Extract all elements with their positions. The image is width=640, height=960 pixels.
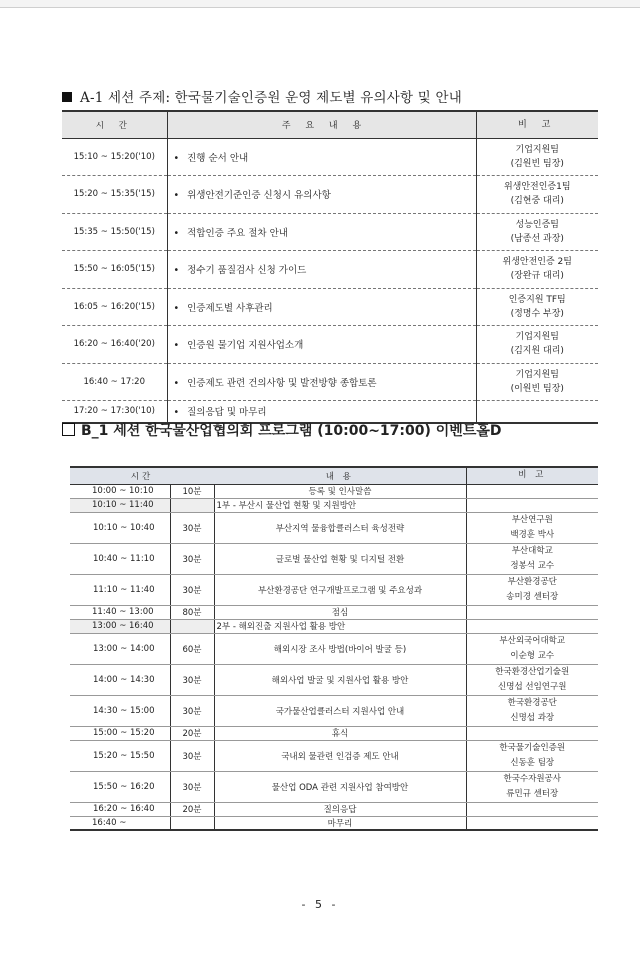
row-duration <box>170 619 214 633</box>
table-row <box>70 771 598 802</box>
row-duration: 30분 <box>170 574 214 605</box>
table-row <box>70 802 598 816</box>
note-person: (장완규 대리) <box>510 271 564 282</box>
row-note <box>476 213 598 251</box>
row-content-cell <box>167 326 476 364</box>
row-note <box>476 288 598 326</box>
bullet-icon: • <box>173 227 180 239</box>
note-person: (김지원 대리) <box>510 346 564 357</box>
row-duration: 10분 <box>170 484 214 498</box>
row-note <box>466 574 598 605</box>
row-time: 15:10 ~ 15:20('10) <box>62 138 167 176</box>
note-team: 기업지원팀 <box>515 369 559 380</box>
note-org: 부산환경공단 <box>507 576 557 587</box>
header-content: 내 용 <box>214 467 466 484</box>
note-team: 기업지원팀 <box>515 332 559 343</box>
section-a-header-row <box>62 111 598 138</box>
row-duration: 60분 <box>170 633 214 664</box>
section-a-heading <box>62 86 462 106</box>
row-note <box>476 326 598 364</box>
note-person: (김원빈 팀장) <box>510 158 564 169</box>
bullet-icon: • <box>173 377 180 389</box>
row-note <box>466 543 598 574</box>
table-row <box>62 176 598 214</box>
row-note <box>466 771 598 802</box>
row-time: 15:50 ~ 16:05('15) <box>62 251 167 289</box>
table-row <box>70 543 598 574</box>
note-org: 한국물기술인증원 <box>499 742 566 753</box>
row-duration: 80분 <box>170 605 214 619</box>
row-note <box>466 498 598 512</box>
row-time: 10:00 ~ 10:10 <box>70 484 170 498</box>
row-note <box>466 664 598 695</box>
row-time: 16:40 ~ <box>70 816 170 830</box>
bullet-icon: • <box>173 407 180 419</box>
row-time: 14:30 ~ 15:00 <box>70 695 170 726</box>
row-content: 국가물산업클러스터 지원사업 안내 <box>214 695 466 726</box>
row-content: 해외시장 조사 방법(바이어 발굴 등) <box>214 633 466 664</box>
header-time: 시간 <box>70 467 214 484</box>
row-duration <box>170 498 214 512</box>
table-row <box>62 326 598 364</box>
table-row <box>70 726 598 740</box>
row-content-cell <box>167 138 476 176</box>
header-content: 주 요 내 용 <box>167 111 476 138</box>
table-row <box>70 664 598 695</box>
row-content-cell <box>167 251 476 289</box>
row-duration: 30분 <box>170 740 214 771</box>
row-content: 적합인증 주요 절차 안내 <box>187 227 288 239</box>
header-note: 비 고 <box>466 467 598 484</box>
row-note <box>476 363 598 401</box>
note-person: 신명섭 선임연구원 <box>498 681 567 692</box>
row-content: 부산환경공단 연구개발프로그램 및 주요성과 <box>214 574 466 605</box>
section-a-title: A-1 세션 주제: 한국물기술인증원 운영 제도별 유의사항 및 안내 <box>80 90 462 106</box>
row-time: 16:40 ~ 17:20 <box>62 363 167 401</box>
header-note: 비 고 <box>476 111 598 138</box>
row-note <box>466 740 598 771</box>
row-content: 질의응답 <box>214 802 466 816</box>
table-row <box>70 574 598 605</box>
row-note <box>466 605 598 619</box>
row-content: 1부 - 부산시 물산업 현황 및 지원방안 <box>214 498 466 512</box>
table-row <box>70 619 598 633</box>
checkbox-outline-icon <box>62 423 75 436</box>
row-time: 10:10 ~ 11:40 <box>70 498 170 512</box>
table-row <box>62 363 598 401</box>
row-duration: 30분 <box>170 543 214 574</box>
row-content-cell <box>167 213 476 251</box>
note-team: 기업지원팀 <box>515 144 559 155</box>
section-b-title: B_1 세션 한국물산업협의회 프로그램 (10:00~17:00) 이벤트홀D <box>81 423 502 439</box>
row-content: 질의응답 및 마무리 <box>187 407 267 419</box>
note-person: 류민규 센터장 <box>506 788 559 799</box>
black-square-icon <box>62 92 72 102</box>
row-note <box>466 816 598 830</box>
row-content: 마무리 <box>214 816 466 830</box>
row-note <box>466 633 598 664</box>
row-content: 휴식 <box>214 726 466 740</box>
row-content: 인증제도 관련 건의사항 및 발전방향 종합토론 <box>187 377 377 389</box>
top-edge-bar <box>0 0 640 8</box>
table-row <box>62 138 598 176</box>
note-person: 송미경 센터장 <box>506 591 559 602</box>
note-org: 부산연구원 <box>511 514 553 525</box>
row-note <box>466 695 598 726</box>
row-note <box>476 138 598 176</box>
row-time: 16:20 ~ 16:40('20) <box>62 326 167 364</box>
note-person: (정명수 부장) <box>510 308 564 319</box>
row-time: 17:20 ~ 17:30('10) <box>62 401 167 423</box>
row-duration: 30분 <box>170 771 214 802</box>
row-content: 점심 <box>214 605 466 619</box>
note-team: 위생안전인증1팀 <box>503 182 571 193</box>
table-row <box>70 484 598 498</box>
section-b-table <box>70 466 598 831</box>
bullet-icon: • <box>173 340 180 352</box>
section-a-table <box>62 110 598 424</box>
row-time: 16:20 ~ 16:40 <box>70 802 170 816</box>
header-time: 시 간 <box>62 111 167 138</box>
note-team: 위생안전인증 2팀 <box>502 257 572 268</box>
row-duration <box>170 816 214 830</box>
page-number: - 5 - <box>301 898 339 911</box>
row-content-cell <box>167 288 476 326</box>
row-note <box>466 512 598 543</box>
row-time: 13:00 ~ 14:00 <box>70 633 170 664</box>
row-content: 해외사업 발굴 및 지원사업 활용 방안 <box>214 664 466 695</box>
table-row <box>70 498 598 512</box>
note-person: 백경훈 박사 <box>510 529 555 540</box>
row-time: 15:35 ~ 15:50('15) <box>62 213 167 251</box>
row-time: 15:20 ~ 15:35('15) <box>62 176 167 214</box>
row-content: 위생안전기준인증 신청시 유의사항 <box>187 190 331 202</box>
row-time: 13:00 ~ 16:40 <box>70 619 170 633</box>
row-note <box>466 619 598 633</box>
table-row <box>70 633 598 664</box>
row-time: 14:00 ~ 14:30 <box>70 664 170 695</box>
row-time: 15:00 ~ 15:20 <box>70 726 170 740</box>
row-duration: 20분 <box>170 726 214 740</box>
row-time: 10:10 ~ 10:40 <box>70 512 170 543</box>
row-content-cell <box>167 363 476 401</box>
note-org: 부산외국어대학교 <box>499 635 566 646</box>
row-note <box>466 802 598 816</box>
row-time: 15:20 ~ 15:50 <box>70 740 170 771</box>
row-note <box>476 251 598 289</box>
bullet-icon: • <box>173 190 180 202</box>
row-time: 16:05 ~ 16:20('15) <box>62 288 167 326</box>
row-content: 부산지역 물융합클러스터 육성전략 <box>214 512 466 543</box>
table-row <box>70 512 598 543</box>
note-person: 이순형 교수 <box>510 650 555 661</box>
note-person: 신동훈 팀장 <box>510 757 555 768</box>
row-content: 2부 - 해외진출 지원사업 활용 방안 <box>214 619 466 633</box>
note-person: 신명섭 과장 <box>510 712 555 723</box>
bullet-icon: • <box>173 265 180 277</box>
row-duration: 20분 <box>170 802 214 816</box>
table-row <box>62 213 598 251</box>
note-person: 정봉석 교수 <box>510 560 555 571</box>
row-content-cell <box>167 176 476 214</box>
note-person: (김현중 대리) <box>510 196 564 207</box>
row-duration: 30분 <box>170 695 214 726</box>
section-b-header-row <box>70 467 598 484</box>
row-content: 등록 및 인사말씀 <box>214 484 466 498</box>
row-content: 물산업 ODA 관련 지원사업 참여방안 <box>214 771 466 802</box>
row-time: 10:40 ~ 11:10 <box>70 543 170 574</box>
note-org: 부산대학교 <box>511 545 553 556</box>
row-time: 15:50 ~ 16:20 <box>70 771 170 802</box>
table-row <box>70 740 598 771</box>
note-person: (이원빈 팀장) <box>510 383 564 394</box>
row-content: 진행 순서 안내 <box>187 152 249 164</box>
row-content: 인증원 물기업 지원사업소개 <box>187 340 304 352</box>
note-org: 한국수자원공사 <box>503 773 561 784</box>
row-note <box>466 726 598 740</box>
row-time: 11:10 ~ 11:40 <box>70 574 170 605</box>
note-org: 한국환경산업기술원 <box>495 666 570 677</box>
row-note <box>466 484 598 498</box>
row-note <box>476 176 598 214</box>
note-person: (남종선 과장) <box>510 233 564 244</box>
table-row <box>70 605 598 619</box>
row-content: 글로벌 물산업 현황 및 디지털 전환 <box>214 543 466 574</box>
row-time: 11:40 ~ 13:00 <box>70 605 170 619</box>
table-row <box>70 695 598 726</box>
bullet-icon: • <box>173 302 180 314</box>
row-content: 인증제도별 사후관리 <box>187 302 273 314</box>
row-content: 정수기 품질검사 신청 가이드 <box>187 265 307 277</box>
table-row <box>62 288 598 326</box>
note-org: 한국환경공단 <box>507 697 557 708</box>
row-content: 국내외 물관련 인검증 제도 안내 <box>214 740 466 771</box>
note-team: 성능인증팀 <box>515 219 559 230</box>
bullet-icon: • <box>173 152 180 164</box>
table-row <box>70 816 598 830</box>
row-duration: 30분 <box>170 512 214 543</box>
row-duration: 30분 <box>170 664 214 695</box>
note-team: 인증지원 TF팀 <box>508 294 566 305</box>
section-b-heading <box>62 420 502 440</box>
table-row <box>62 251 598 289</box>
